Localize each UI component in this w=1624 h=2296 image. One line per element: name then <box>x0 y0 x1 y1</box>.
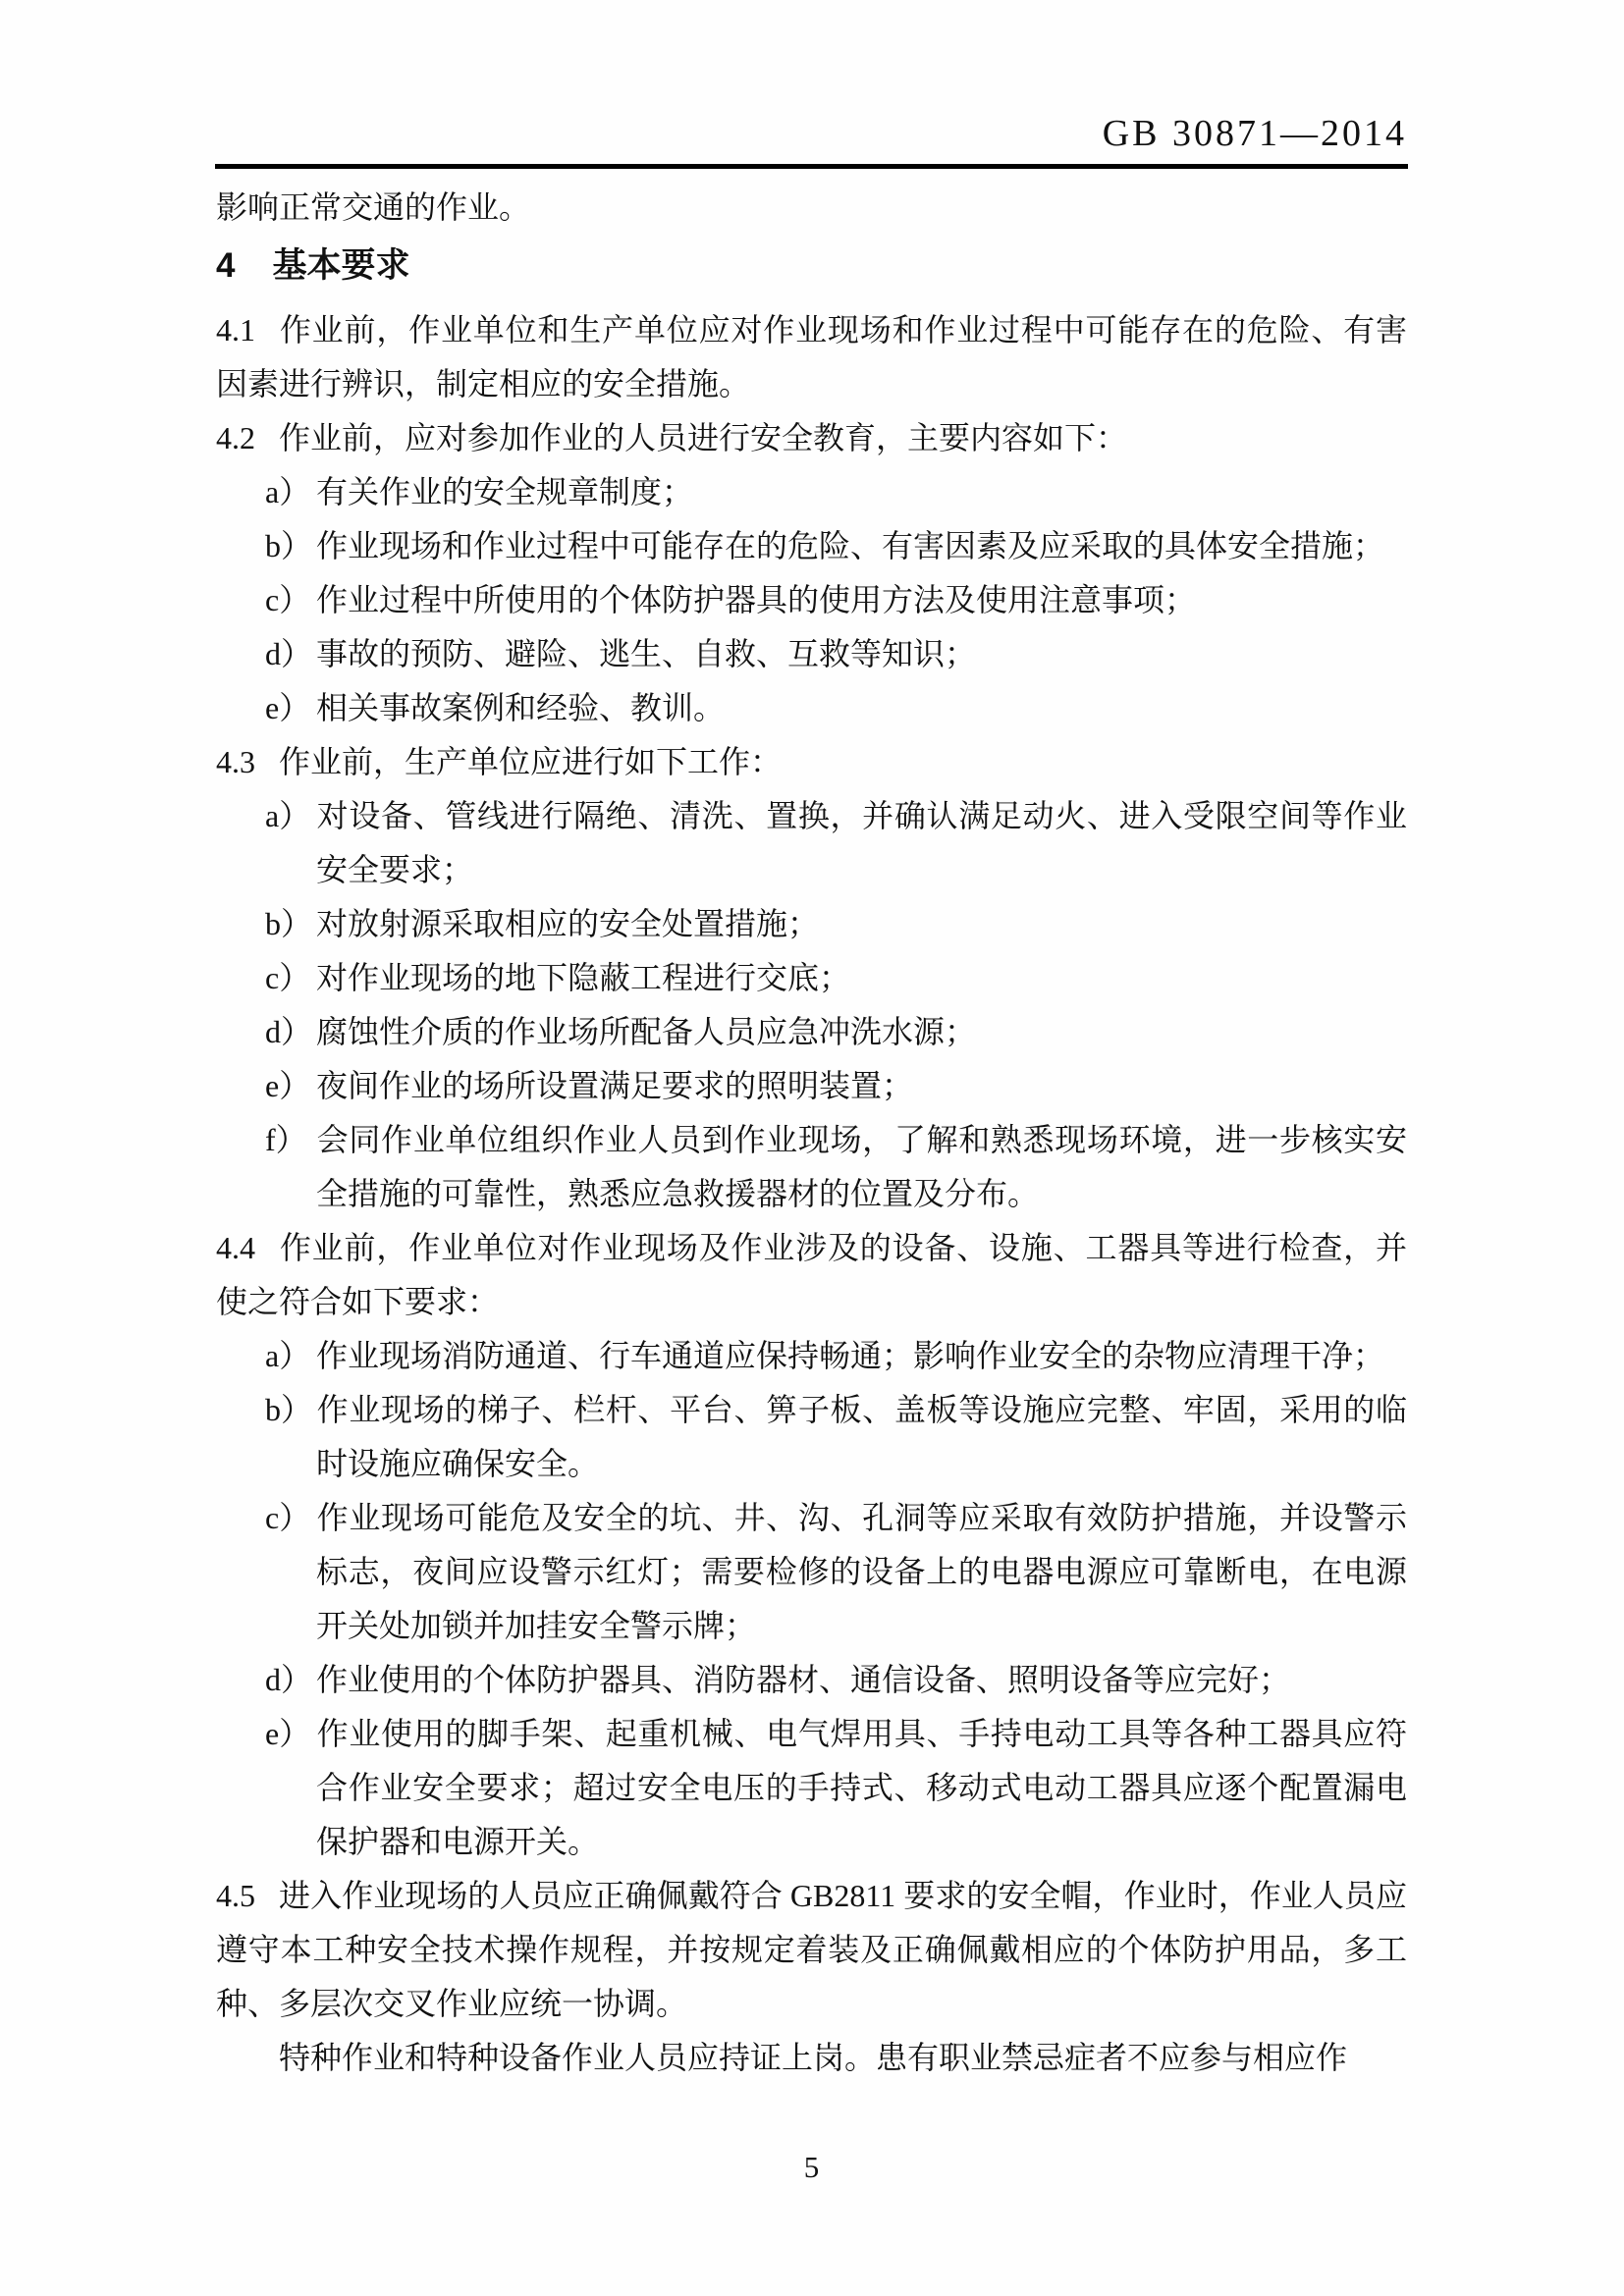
item-label: d） <box>265 1662 313 1697</box>
standard-code: GB 30871—2014 <box>1102 113 1407 154</box>
item-label: d） <box>265 636 313 671</box>
list-item-4-4-e <box>216 1707 1407 1869</box>
item-text: 对作业现场的地下隐蔽工程进行交底； <box>316 960 851 995</box>
item-text: 夜间作业的场所设置满足要求的照明装置； <box>316 1068 914 1103</box>
item-label: b） <box>265 528 313 563</box>
item-label: a） <box>265 1338 311 1373</box>
page-number: 5 <box>803 2150 820 2184</box>
item-text: 对放射源采取相应的安全处置措施； <box>316 906 820 941</box>
clause-text: 作业前，生产单位应进行如下工作： <box>279 744 783 779</box>
header-rule <box>215 164 1408 169</box>
item-text: 作业现场消防通道、行车通道应保持畅通；影响作业安全的杂物应清理干净； <box>316 1338 1385 1373</box>
clause-text: 作业前，作业单位和生产单位应对作业现场和作业过程中可能存在的危险、有害因素进行辨识，制定相应的安全措施。 <box>216 312 1407 401</box>
section-title: 基本要求 <box>272 246 410 285</box>
list-item-4-4-b <box>216 1383 1407 1491</box>
list-item-4-2-c <box>216 573 1407 627</box>
continuation-paragraph: 影响正常交通的作业。 <box>216 189 531 225</box>
trailing-paragraph: 特种作业和特种设备作业人员应持证上岗。患有职业禁忌症者不应参与相应作 <box>279 2040 1348 2075</box>
item-label: b） <box>265 906 313 941</box>
list-item-4-3-f <box>216 1113 1407 1221</box>
clause-number: 4.2 <box>216 420 255 455</box>
section-heading <box>216 239 1407 293</box>
document-body <box>216 181 1407 2085</box>
section-number: 4 <box>216 246 236 285</box>
item-text: 作业现场和作业过程中可能存在的危险、有害因素及应采取的具体安全措施； <box>316 528 1385 563</box>
item-text: 会同作业单位组织作业人员到作业现场，了解和熟悉现场环境，进一步核实安全措施的可靠性，熟悉应急救援器材的位置及分布。 <box>316 1122 1407 1211</box>
item-text: 事故的预防、避险、逃生、自救、互救等知识； <box>316 636 977 671</box>
item-text: 作业现场可能危及安全的坑、井、沟、孔洞等应采取有效防护措施，并设警示标志，夜间应设警示红灯；需要检修的设备上的电器电源应可靠断电，在电源开关处加锁并加挂安全警示牌； <box>316 1500 1407 1643</box>
item-label: e） <box>265 1068 311 1103</box>
list-item-4-4-c <box>216 1491 1407 1653</box>
list-item-4-2-b <box>216 519 1407 573</box>
list-item-4-3-c <box>216 951 1407 1005</box>
clause-text: 进入作业现场的人员应正确佩戴符合 GB2811 要求的安全帽，作业时，作业人员应遵守本工种安全技术操作规程，并按规定着装及正确佩戴相应的个体防护用品，多工种、多层次交叉作业应统一协调。 <box>216 1878 1407 2021</box>
clause-text: 作业前，作业单位对作业现场及作业涉及的设备、设施、工器具等进行检查，并使之符合如下要求： <box>216 1230 1407 1319</box>
list-item-4-2-d <box>216 627 1407 681</box>
item-label: c） <box>265 582 311 617</box>
item-text: 相关事故案例和经验、教训。 <box>316 690 726 725</box>
list-item-4-4-d <box>216 1653 1407 1707</box>
item-text: 腐蚀性介质的作业场所配备人员应急冲洗水源； <box>316 1014 977 1049</box>
item-label: b） <box>265 1392 313 1427</box>
item-label: e） <box>265 690 311 725</box>
item-label: c） <box>265 1500 311 1535</box>
page-footer <box>216 2150 1407 2185</box>
list-item-4-3-b <box>216 897 1407 951</box>
clause-number: 4.3 <box>216 744 255 779</box>
list-item-4-3-e <box>216 1059 1407 1113</box>
item-text: 有关作业的安全规章制度； <box>316 474 694 509</box>
item-text: 作业过程中所使用的个体防护器具的使用方法及使用注意事项； <box>316 582 1197 617</box>
clause-4-1 <box>216 303 1407 411</box>
clause-number: 4.4 <box>216 1230 255 1265</box>
item-text: 作业使用的脚手架、起重机械、电气焊用具、手持电动工具等各种工器具应符合作业安全要求；超过安全电压的手持式、移动式电动工器具应逐个配置漏电保护器和电源开关。 <box>316 1716 1407 1859</box>
item-text: 作业使用的个体防护器具、消防器材、通信设备、照明设备等应完好； <box>316 1662 1291 1697</box>
list-item-4-4-a <box>216 1329 1407 1383</box>
item-text: 作业现场的梯子、栏杆、平台、箅子板、盖板等设施应完整、牢固，采用的临时设施应确保安全。 <box>316 1392 1407 1481</box>
list-item-4-2-e <box>216 681 1407 735</box>
clause-4-3 <box>216 735 1407 789</box>
item-label: c） <box>265 960 311 995</box>
clause-4-2 <box>216 411 1407 465</box>
list-item-4-3-d <box>216 1005 1407 1059</box>
clause-4-4 <box>216 1221 1407 1329</box>
item-label: a） <box>265 798 311 833</box>
clause-text: 作业前，应对参加作业的人员进行安全教育，主要内容如下： <box>279 420 1128 455</box>
clause-4-5 <box>216 1869 1407 2031</box>
item-label: d） <box>265 1014 313 1049</box>
clause-number: 4.1 <box>216 312 255 347</box>
item-label: e） <box>265 1716 311 1751</box>
item-label: f） <box>265 1122 307 1157</box>
list-item-4-3-a <box>216 789 1407 897</box>
clause-number: 4.5 <box>216 1878 255 1913</box>
item-label: a） <box>265 474 311 509</box>
list-item-4-2-a <box>216 465 1407 519</box>
item-text: 对设备、管线进行隔绝、清洗、置换，并确认满足动火、进入受限空间等作业安全要求； <box>316 798 1407 887</box>
